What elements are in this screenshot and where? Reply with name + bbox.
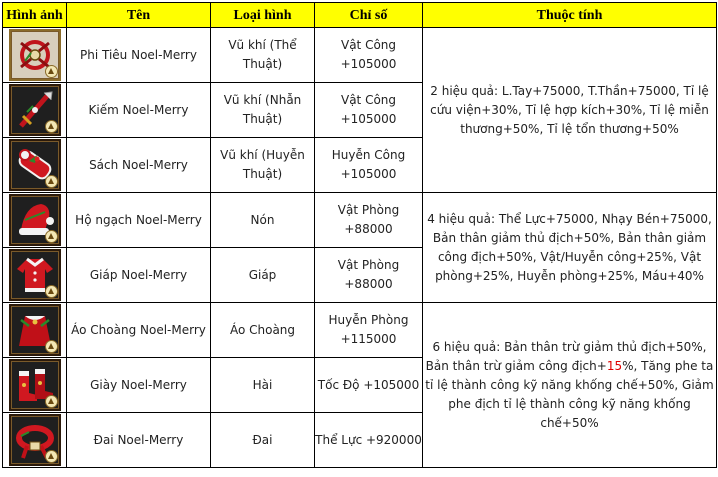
upgrade-arrow-icon [45, 395, 58, 408]
item-image-cell [3, 248, 67, 303]
item-name: Kiếm Noel-Merry [67, 83, 211, 138]
item-stat: Vật Phòng +88000 [315, 193, 423, 248]
item-stat: Vật Công +105000 [315, 28, 423, 83]
item-type: Hài [211, 358, 315, 413]
item-name: Sách Noel-Merry [67, 138, 211, 193]
set-effect-accessory-text-after: %, Tăng phe ta tỉ lệ thành công kỹ năng khống chế+50%, Giảm phe địch tỉ lệ thành công kỹ năng khống chế+50% [425, 358, 714, 430]
item-type: Nón [211, 193, 315, 248]
set-effect-accessory-text-before: 6 hiệu quả: Bản thân trừ giảm thủ địch+50%, Bản thân trừ giảm công địch+ [425, 339, 707, 373]
shuriken-icon [9, 29, 61, 81]
item-name: Áo Choàng Noel-Merry [67, 303, 211, 358]
item-name: Giáp Noel-Merry [67, 248, 211, 303]
item-stat: Huyễn Phòng +115000 [315, 303, 423, 358]
item-type: Áo Choàng [211, 303, 315, 358]
item-stat: Tốc Độ +105000 [315, 358, 423, 413]
item-image-cell [3, 28, 67, 83]
item-image-cell [3, 413, 67, 468]
header-type: Loại hình [211, 3, 315, 28]
item-table [2, 2, 717, 468]
set-effect-armor: 4 hiệu quả: Thể Lực+75000, Nhạy Bén+75000, Bản thân giảm thủ địch+50%, Bản thân giảm công địch+50%, Vật/Huyễn công+25%, Vật phòng+25%, Huyễn phòng+25%, Máu+40% [423, 193, 717, 303]
upgrade-arrow-icon [45, 285, 58, 298]
upgrade-arrow-icon [45, 120, 58, 133]
upgrade-arrow-icon [45, 450, 58, 463]
set-effect-weapons: 2 hiệu quả: L.Tay+75000, T.Thần+75000, Tỉ lệ cứu viện+30%, Tỉ lệ hợp kích+30%, Tỉ lệ miễn thương+50%, Tỉ lệ tổn thương+50% [423, 28, 717, 193]
santa-hat-icon [9, 194, 61, 246]
item-type: Vũ khí (Nhẫn Thuật) [211, 83, 315, 138]
header-row [3, 3, 717, 28]
cape-icon [9, 304, 61, 356]
scroll-icon [9, 139, 61, 191]
item-stat: Huyễn Công +105000 [315, 138, 423, 193]
belt-icon [9, 414, 61, 466]
item-stat: Vật Phòng +88000 [315, 248, 423, 303]
item-stat: Vật Công +105000 [315, 83, 423, 138]
header-stat: Chỉ số [315, 3, 423, 28]
upgrade-arrow-icon [45, 65, 58, 78]
table-row [3, 193, 717, 248]
item-type: Vũ khí (Thể Thuật) [211, 28, 315, 83]
upgrade-arrow-icon [45, 230, 58, 243]
table-row [3, 28, 717, 83]
item-name: Đai Noel-Merry [67, 413, 211, 468]
item-name: Giày Noel-Merry [67, 358, 211, 413]
item-image-cell [3, 138, 67, 193]
item-type: Giáp [211, 248, 315, 303]
red-coat-icon [9, 249, 61, 301]
item-image-cell [3, 303, 67, 358]
item-type: Vũ khí (Huyễn Thuật) [211, 138, 315, 193]
item-stat: Thể Lực +920000 [315, 413, 423, 468]
item-type: Đai [211, 413, 315, 468]
header-attributes: Thuộc tính [423, 3, 717, 28]
item-image-cell [3, 83, 67, 138]
item-name: Phi Tiêu Noel-Merry [67, 28, 211, 83]
item-image-cell [3, 193, 67, 248]
upgrade-arrow-icon [45, 175, 58, 188]
header-name: Tên [67, 3, 211, 28]
set-effect-accessory [423, 303, 717, 468]
item-name: Hộ ngạch Noel-Merry [67, 193, 211, 248]
upgrade-arrow-icon [45, 340, 58, 353]
boots-icon [9, 359, 61, 411]
sword-icon [9, 84, 61, 136]
item-image-cell [3, 358, 67, 413]
table-row [3, 303, 717, 358]
header-image: Hình ảnh [3, 3, 67, 28]
set-effect-accessory-highlight: 15 [606, 358, 623, 373]
